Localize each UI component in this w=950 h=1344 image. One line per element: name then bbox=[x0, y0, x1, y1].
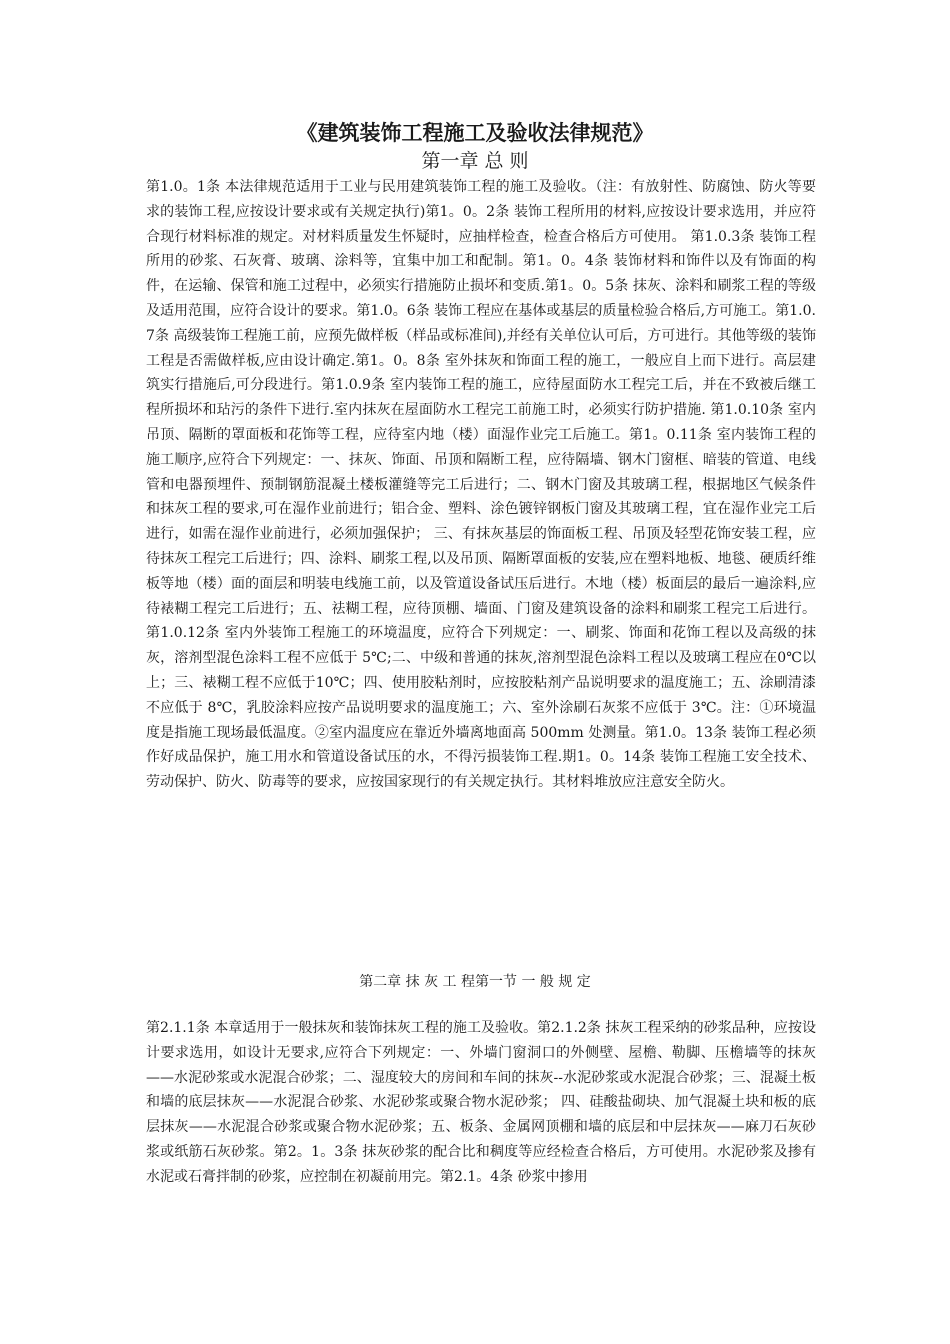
chapter-2-heading: 第二章 抹 灰 工 程第一节 一 般 规 定 bbox=[359, 974, 591, 990]
chapter-1-body: 第1.0。1条 本法律规范适用于工业与民用建筑装饰工程的施工及验收。（注：有放射性、防腐蚀、防火等要求的装饰工程,应按设计要求或有关规定执行)第1。0。2条 装饰工程所用的材料,应按设计要求选用，并应符合现行材料标准的规定。对材料质量发生怀疑时，应抽样检查，检查合格后方可使用。 第1.0.3条 装饰工程所用的砂浆、石灰膏、玻璃、涂料等，宜集中加工和配制。第1。0。4条 装饰材料和饰件以及有饰面的构件，在运输、保管和施工过程中，必须实行措施防止损坏和变质.第1。0。5条 抹灰、涂料和刷浆工程的等级及适用范围，应符合设计的要求。第1.0。6条 装饰工程应在基体或基层的质量检验合格后,方可施工。第1.0.7条 高级装饰工程施工前，应预先做样板（样品或标准间),并经有关单位认可后，方可进行。其他等级的装饰工程是否需做样板,应由设计确定.第1。0。8条 室外抹灰和饰面工程的施工，一般应自上而下进行。高层建筑实行措施后,可分段进行。第1.0.9条 室内装饰工程的施工，应待屋面防水工程完工后，并在不致被后继工程所损坏和玷污的条件下进行.室内抹灰在屋面防水工程完工前施工时，必须实行防护措施. 第1.0.10条 室内吊顶、隔断的罩面板和花饰等工程，应待室内地（楼）面湿作业完工后施工。第1。0.11条 室内装饰工程的施工顺序,应符合下列规定：一、抹灰、饰面、吊顶和隔断工程，应待隔墙、钢木门窗框、暗装的管道、电线管和电器预埋件、预制钢筋混凝土楼板灌缝等完工后进行；二、钢木门窗及其玻璃工程，根据地区气候条件和抹灰工程的要求,可在湿作业前进行；铝合金、塑料、涂色镀锌钢板门窗及其玻璃工程，宜在湿作业完工后进行，如需在湿作业前进行，必须加强保护； 三、有抹灰基层的饰面板工程、吊顶及轻型花饰安装工程，应待抹灰工程完工后进行；四、涂料、刷浆工程,以及吊顶、隔断罩面板的安装,应在塑料地板、地毯、硬质纤维板等地（楼）面的面层和明装电线施工前，以及管道设备试压后进行。木地（楼）板面层的最后一遍涂料,应待裱糊工程完工后进行；五、祛糊工程，应待顶棚、墙面、门窗及建筑设备的涂料和刷浆工程完工后进行。第1.0.12条 室内外装饰工程施工的环境温度，应符合下列规定：一、刷浆、饰面和花饰工程以及高级的抹灰，溶剂型混色涂料工程不应低于 5℃;二、中级和普通的抹灰,溶剂型混色涂料工程以及玻璃工程应在0℃以上；三、裱糊工程不应低于10℃；四、使用胶粘剂时，应按胶粘剂产品说明要求的温度施工；五、涂刷清漆不应低于 8℃，乳胶涂料应按产品说明要求的温度施工；六、室外涂刷石灰浆不应低于 3℃。注：①环境温度是指施工现场最低温度。②室内温度应在靠近外墙离地面高 500mm 处测量。第1.0。13条 装饰工程必须作好成品保护，施工用水和管道设备试压的水，不得污损装饰工程.期1。0。14条 装饰工程施工安全技术、劳动保护、防火、防毒等的要求，应按国家现行的有关规定执行。其材料堆放应注意安全防火。 bbox=[146, 179, 816, 791]
chapter-1-heading: 第一章 总 则 bbox=[421, 150, 529, 172]
chapter-2-body: 第2.1.1条 本章适用于一般抹灰和装饰抹灰工程的施工及验收。第2.1.2条 抹灰工程采纳的砂浆品种，应按设计要求选用，如设计无要求,应符合下列规定：一、外墙门窗洞口的外侧壁、屋檐、勒脚、压檐墙等的抹灰——水泥砂浆或水泥混合砂浆；二、湿度较大的房间和车间的抹灰--水泥砂浆或水泥混合砂浆；三、混凝土板和墙的底层抹灰——水泥混合砂浆、水泥砂浆或聚合物水泥砂浆； 四、硅酸盐砌块、加气混凝土块和板的底层抹灰——水泥混合砂浆或聚合物水泥砂浆；五、板条、金属网顶棚和墙的底层和中层抹灰——麻刀石灰砂浆或纸筋石灰砂浆。第2。1。3条 抹灰砂浆的配合比和稠度等应经检查合格后，方可使用。水泥砂浆及掺有水泥或石膏拌制的砂浆，应控制在初凝前用完。第2.1。4条 砂浆中掺用 bbox=[146, 1020, 816, 1185]
document-title: 《建筑装饰工程施工及验收法律规范》 bbox=[296, 120, 654, 145]
